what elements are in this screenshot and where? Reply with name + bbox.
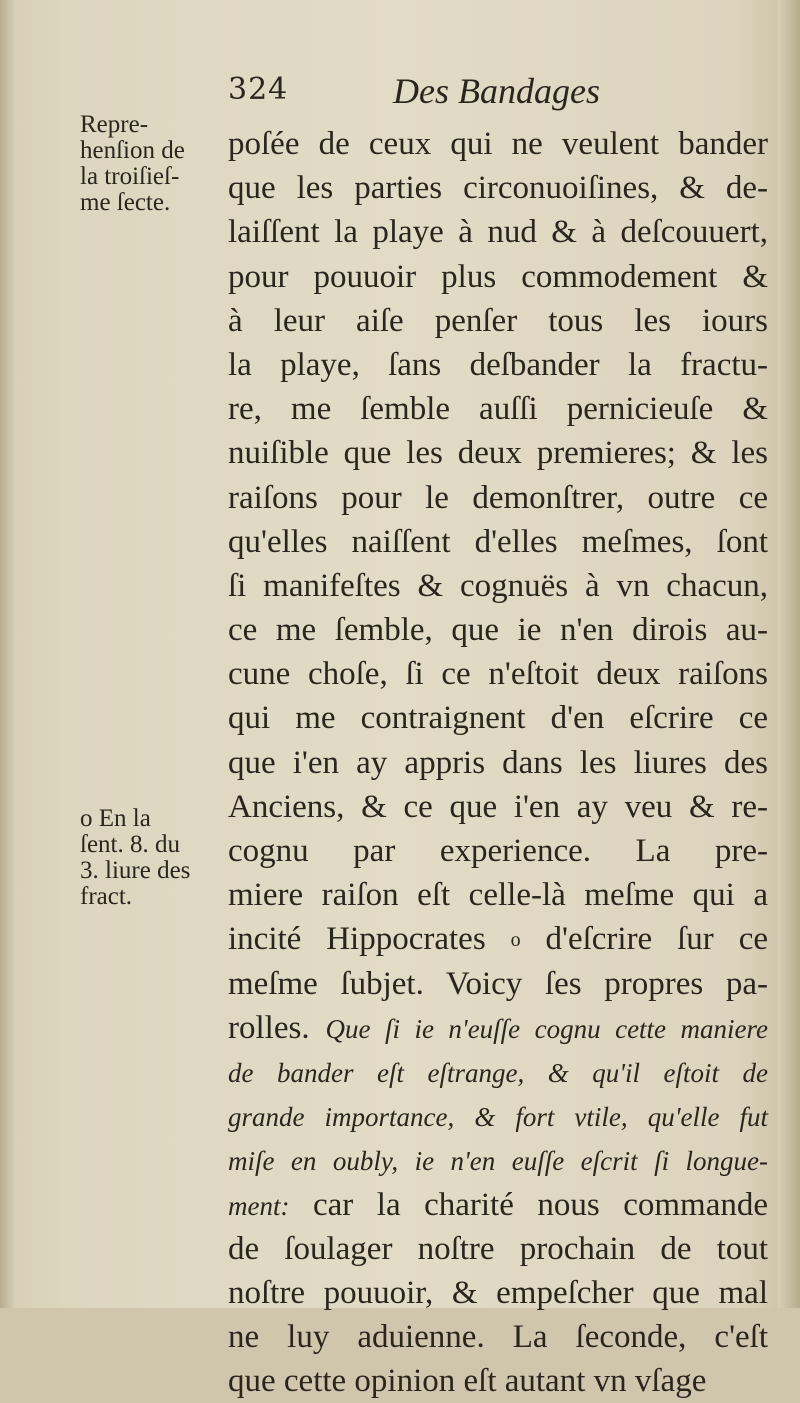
quoted-text: miſe en oubly, ie n'en euſſe eſcrit ſi longue- bbox=[228, 1146, 768, 1177]
text-segment: miere raiſon eſt celle-là meſme qui a bbox=[228, 877, 768, 914]
margin-note-reprehension bbox=[80, 112, 230, 216]
text-line bbox=[228, 255, 768, 299]
body-text bbox=[228, 122, 768, 1403]
text-segment: rolles. bbox=[228, 1009, 326, 1046]
text-line bbox=[228, 1094, 768, 1138]
text-line bbox=[228, 608, 768, 652]
text-segment: re, me ſemble auſſi pernicieuſe & bbox=[228, 391, 768, 428]
quoted-text: de bander eſt eſtrange, & qu'il eſtoit de bbox=[228, 1057, 768, 1088]
text-segment: nuiſible que les deux premieres; & les bbox=[228, 435, 768, 472]
text-line bbox=[228, 210, 768, 254]
text-segment: que i'en ay appris dans les liures des bbox=[228, 744, 768, 781]
text-line bbox=[228, 1227, 768, 1271]
text-line bbox=[228, 1359, 768, 1403]
margin-note-line: Repre- bbox=[80, 111, 149, 138]
text-segment: poſée de ceux qui ne veulent bander bbox=[228, 126, 768, 162]
text-line bbox=[228, 1271, 768, 1315]
text-line bbox=[228, 962, 768, 1006]
margin-note-line: fract. bbox=[80, 883, 133, 910]
text-segment: de ſoulager noſtre prochain de tout bbox=[228, 1230, 768, 1267]
text-line bbox=[228, 1138, 768, 1182]
text-line bbox=[228, 343, 768, 387]
text-line bbox=[228, 299, 768, 343]
text-line bbox=[228, 520, 768, 564]
text-segment: cune choſe, ſi ce n'eſtoit deux raiſons bbox=[228, 656, 768, 693]
text-segment: pour pouuoir plus commodement & bbox=[228, 258, 768, 295]
text-segment: raiſons pour le demonſtrer, outre ce bbox=[228, 479, 768, 516]
margin-note-line: henſion de bbox=[80, 137, 185, 164]
page-left-edge bbox=[0, 0, 14, 1308]
text-segment: la playe, ſans deſbander la fractu- bbox=[228, 346, 768, 383]
text-segment: à leur aiſe penſer tous les iours bbox=[228, 302, 768, 339]
text-line bbox=[228, 1006, 768, 1050]
text-segment: meſme ſubjet. Voicy ſes propres pa- bbox=[228, 965, 768, 1002]
quoted-text: ment: bbox=[228, 1190, 290, 1221]
text-line bbox=[228, 166, 768, 210]
text-line bbox=[228, 122, 768, 166]
margin-note-line: me ſecte. bbox=[80, 189, 171, 216]
text-segment: ne luy aduienne. La ſeconde, c'eſt bbox=[228, 1319, 768, 1356]
margin-note-line: ſent. 8. du bbox=[80, 831, 180, 858]
text-segment: laiſſent la playe à nud & à deſcouuert, bbox=[228, 214, 768, 251]
text-segment: ce me ſemble, que ie n'en dirois au- bbox=[228, 612, 768, 649]
text-line bbox=[228, 564, 768, 608]
text-segment: d'eſcrire ſur ce bbox=[520, 921, 768, 958]
text-segment: qu'elles naiſſent d'elles meſmes, ſont bbox=[228, 523, 768, 560]
text-line bbox=[228, 873, 768, 917]
margin-note-line: la troiſieſ- bbox=[80, 163, 180, 190]
text-segment: car la charité nous commande bbox=[289, 1186, 768, 1223]
running-title: Des Bandages bbox=[393, 71, 600, 111]
margin-note-reference bbox=[80, 806, 230, 910]
text-segment: incité Hippocrates bbox=[228, 921, 511, 958]
text-line bbox=[228, 1315, 768, 1359]
text-segment: noſtre pouuoir, & empeſcher que mal bbox=[228, 1274, 768, 1311]
text-line bbox=[228, 431, 768, 475]
text-line bbox=[228, 785, 768, 829]
text-line bbox=[228, 476, 768, 520]
text-line bbox=[228, 696, 768, 740]
text-segment: que cette opinion eſt autant vn vſage bbox=[228, 1363, 707, 1400]
text-line bbox=[228, 387, 768, 431]
text-line bbox=[228, 652, 768, 696]
page-right-edge bbox=[778, 0, 800, 1308]
quoted-text: grande importance, & fort vtile, qu'elle fut bbox=[228, 1102, 768, 1133]
text-segment: qui me contraignent d'en eſcrire ce bbox=[228, 700, 768, 737]
text-segment: cognu par experience. La pre- bbox=[228, 833, 768, 869]
text-segment: ſi manifeſtes & cognuës à vn chacun, bbox=[228, 567, 768, 604]
margin-note-line: 3. liure des bbox=[80, 857, 191, 884]
reference-mark: o bbox=[510, 929, 521, 952]
text-line bbox=[228, 1183, 768, 1227]
text-line bbox=[228, 741, 768, 785]
quoted-text: Que ſi ie n'euſſe cognu cette maniere bbox=[325, 1013, 768, 1044]
margin-note-line: o En la bbox=[80, 805, 151, 832]
text-segment: Anciens, & ce que i'en ay veu & re- bbox=[228, 788, 768, 825]
text-line bbox=[228, 829, 768, 873]
text-line bbox=[228, 917, 768, 961]
text-line bbox=[228, 1050, 768, 1094]
page-header bbox=[228, 70, 768, 118]
page-number: 324 bbox=[228, 72, 289, 107]
text-segment: que les parties circonuoiſines, & de- bbox=[228, 170, 768, 207]
